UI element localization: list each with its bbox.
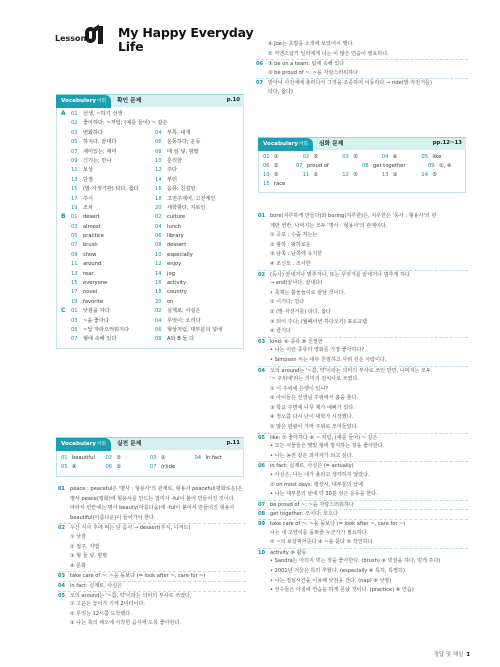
explanation-line: 나는 내 고양이를 돌봐줄 누군가가 필요하다. — [270, 529, 369, 536]
explanation-line: ① 이 주위에 은행이 있니? — [270, 385, 329, 392]
explanation-line: 02 (동사) 끝내거나 멈추거나, 또는 무엇가를 끝내거나 멈추게 하다 — [258, 270, 468, 280]
explanation-line: 04 in fact: 실제로, 사실은 — [58, 581, 246, 591]
list-item: 11 보상 — [71, 167, 94, 174]
explanation-line: • 나는 대부분의 날에 약 30분 성은 운동을 한다. — [270, 491, 378, 498]
section-title: 실전 문제 — [116, 440, 142, 447]
answer-item: 03 ⑤ — [342, 153, 358, 160]
explanation-line: ④ Joe는 초밥을 소개에 보았어서 했다. — [268, 41, 355, 47]
section-title: 심화 문제 — [318, 140, 344, 147]
list-item: 03 almost — [71, 223, 101, 230]
explanation-line: • 나는 농전 같은 과자자가 되고 싶다. — [270, 452, 354, 459]
explanation-line: ⑤ 저엔스팀키 딜러에게 너는 이 많은 연습이 필요하다. — [268, 50, 389, 57]
list-item: 10 especially — [155, 251, 193, 258]
list-item: 05 하지다, 끝내다 — [71, 139, 117, 146]
list-item: 06 library — [155, 233, 184, 240]
list-item: 01 선생, ~하기 선생 — [71, 111, 123, 117]
list-item: 16 음뮤; 친설된 — [155, 186, 196, 193]
answer-item: 07 (r)ide — [150, 463, 176, 470]
answer-item: 04 ④ — [381, 153, 398, 160]
group-letter: B — [61, 213, 66, 221]
explanation-line: 06 in fact: 실제로, 사실은 (= actually) — [258, 461, 468, 471]
list-item: 20 새학할다, 지로인 — [155, 204, 206, 211]
explanation-line: ② on most days: 평상시, 대부분의 날에 — [270, 481, 363, 488]
explanation-line: • 사실은, 나는 내가 올라고 생각하지 않았다. — [270, 472, 370, 479]
carryover-explanations — [256, 40, 468, 98]
explanation-line: • 축제는 붐놀놀이로 끝날 것이다. — [270, 289, 346, 296]
explanation-line: 05 오의 around는 '~쯤, 약'이라는 의미의 부사로 쓰였다. — [58, 591, 246, 601]
explanation-line: • 나는 정심시간을 이용해 낮잠을 잔다. (nap) ⑧ 낮잠) — [270, 577, 392, 584]
answer-row — [263, 153, 461, 162]
list-item: 04 부특, 대개 — [155, 129, 191, 136]
list-item: 19 favorite — [71, 298, 104, 305]
list-item: 07 재미있는; 재미 — [71, 148, 117, 155]
answer-item: 11 ② — [302, 171, 319, 178]
explanation-line: ③ 남쪽 : 남쪽에 유지한 — [270, 251, 323, 258]
explanation-line: 03 take care of ~: ~을 돌보다 (= look after ~, care for ~) — [58, 571, 246, 581]
explanation-line: 02 우산 식사 후에 먹는 단 음식 → dessert(후식, 디저트) — [58, 523, 246, 533]
explanation-line: • Simpson 씨는 대부 친절하고 사려 깊은 사람이다. — [270, 356, 387, 363]
explanation-line: 05 like: ⑤ 좋아하다 ⑧ ~ 처럼; (예를 들어) ~ 같은 — [258, 433, 468, 443]
explanation-line: 04 오의 around는 '~쯤, 약'이라는 의미의 부사로 쓰인 반면, 나머지는 모두 — [258, 366, 468, 376]
list-item: 01 낮잠을 자다 — [71, 308, 110, 315]
vocab-group-c — [61, 307, 239, 345]
list-item: 02 좋아하다; ~처럼; (예를 들어) ~ 같은 — [71, 120, 168, 127]
practice-section — [56, 437, 244, 477]
explanation-line: • 모든 식물들은 햇빛 형태 방식하는 것을 좋아한다. — [270, 443, 385, 450]
explanation-line: ③ 나는 축의 해오에 시작한 음식에 도록 좋아한다. — [70, 620, 182, 627]
answer-item: 02 ⑤ — [105, 454, 122, 461]
section-tag: Vocabulary어휘 — [56, 95, 111, 108]
list-item: 11 around — [71, 261, 102, 268]
answer-item: 02 ⑤ — [302, 153, 319, 160]
section-page: p.11 — [226, 440, 240, 447]
explanation-line: 타다, 옳다) — [268, 88, 293, 95]
list-item: 14 부러 — [155, 176, 178, 183]
explanation-line: ④ 정오쯤 다시 난이 대학가 시작했다. — [270, 414, 354, 421]
explanation-line: 07 받아니 사전에에 총러다서 그것을 조종하여 이동하다 → ride(발·자전거를) — [256, 78, 468, 88]
list-item: 06 형상처럼, 대부분의 넣에 — [155, 326, 223, 333]
section-tag: Vocabulary어휘 — [56, 438, 111, 451]
explanation-line: 09 take care of ~: ~을 돌보다 (= look after ~, care for ~) — [258, 519, 468, 529]
answer-item: 05 ④ — [61, 463, 77, 470]
explanation-line: ① 낮잠 — [70, 533, 87, 540]
explanation-line: ④ 즐기다 — [270, 328, 291, 335]
explanation-line: 따라서 빈칸에는 명사 beauty(아름다움)에 -ful이 붙어서 만들어진 형용사 — [70, 505, 235, 512]
list-item: 19 조차 — [71, 204, 94, 211]
deep-section — [258, 137, 466, 193]
answer-item: 05 like — [421, 153, 442, 160]
explanation-line: → end(끝나다, 끝내다) — [270, 280, 323, 287]
list-item: 12 주다 — [155, 167, 178, 174]
explanation-line: • Sandra는 아리지 빗는 것을 좋아한다. (brush) ⑧ 빗질을 하다, 빗게 주다) — [270, 558, 441, 565]
answer-item: 15 race — [263, 180, 286, 187]
explanation-line: • 선수들은 아침에 연습을 하게 문났 것이다. (practice) ⑧ 연습) — [270, 587, 414, 594]
explanation-line: '~ 주위에'라는 의미의 전치사로 쓰였다. — [270, 376, 359, 383]
list-item: 17 novel — [71, 289, 98, 296]
explanation-line: beautiful(아름다운)이 들어가야 한다. — [70, 514, 156, 521]
list-item: 20 on — [155, 298, 174, 305]
list-item: 12 enjoy — [155, 261, 182, 268]
deep-explanations — [258, 212, 468, 596]
practice-explanations — [58, 485, 246, 629]
list-item: 03 변화하다 — [71, 129, 104, 136]
explanation-line: ③ be proud of ~: ~을 자랑스러워하다 — [268, 69, 358, 76]
list-item: 08 A와 B 둘 다 — [155, 336, 195, 343]
list-item: 02 실제로, 사실은 — [155, 308, 201, 315]
explanation-line: ① 공포 : 수줍 저는는 — [270, 232, 318, 239]
list-item: 08 dessert — [155, 242, 187, 249]
explanation-line: 계만 빈칸, 나머지는 모두 '명사 : 형용사'의 관계이다. — [270, 222, 388, 229]
explanation-line: ③ 형 둘 넣, 밤팔 — [70, 553, 108, 560]
list-item: 07 형에 속해 있다 — [71, 336, 117, 343]
explanation-line: ② 무엇는 12시쯤 도착했다. — [70, 610, 132, 617]
answer-row — [263, 180, 461, 189]
explanation-line: ① 고은은 놓이가 기계 2미터이다. — [70, 601, 145, 608]
explanation-line: 06 ③ be on a team: 팀에 속해 있다 — [256, 59, 468, 69]
list-item: 18 고전주제어, 고전계인 — [155, 195, 216, 202]
list-item: 06 운동하다; 운동 — [155, 139, 201, 146]
explanation-line: • 2001년 겨울은 특히 추웠다. (especially ⑧ 특히, 특별히) — [270, 567, 405, 574]
answer-row — [263, 162, 461, 171]
group-letter: C — [61, 307, 66, 315]
explanation-line: ③ 학교 주변에 나무 제가 예뻐가 있다. — [270, 404, 355, 411]
answer-item: 07 proud of — [296, 162, 329, 169]
group-letter: A — [61, 110, 66, 117]
explanation-line: ② 아이들은 선생님 주위에서 춤을 춘다. — [270, 395, 359, 402]
list-item: 05 ~답 자라으켜워지다 — [71, 326, 130, 333]
answer-item: 06 ② — [105, 463, 122, 470]
explanation-line: 명사 peace(평화)에 형용사를 만드는 접미사 -ful이 붙어 만들어진 것이다. — [70, 495, 236, 502]
explanation-line: 03 kind: ⑧ 종류 ⑩ 친절한 — [258, 337, 468, 347]
lesson-label: Lesson — [55, 34, 87, 43]
answer-item: 03 ② — [150, 454, 166, 461]
explanation-line: 01 peace : peaceful은 '명사 : 형용사'의 관계로, 형용사 peaceful(평화로운)은 — [58, 486, 243, 492]
list-item: 16 activity — [155, 280, 187, 287]
explanation-line: ④ 조신모 : 조사한 — [270, 260, 311, 267]
vocab-check-section — [56, 94, 244, 349]
list-item: 17 주시 — [71, 195, 94, 202]
list-item: 14 jog — [155, 270, 175, 277]
lesson-number-graphic — [85, 25, 107, 47]
explanation-line: ② 접주, 지맵 — [70, 543, 100, 550]
list-item: 15 everyone — [71, 280, 108, 287]
explanation-line: ⑤ 많은 관광이 가마 주위로 모여들었다. — [270, 424, 359, 431]
explanation-line: • 나는 이런 종류의 영화를 가장 좋아하다? — [270, 347, 365, 354]
answer-row — [263, 171, 461, 180]
list-item: 02 culture — [155, 214, 186, 221]
lesson-title: My Happy Everyday Life — [118, 25, 254, 55]
list-item: 08 매 일 넣, 밤팔 — [155, 148, 199, 155]
list-item: 05 practice — [71, 233, 104, 240]
list-item: 04 무엇이; 오리다 — [155, 317, 201, 324]
explanation-line: ② (발·자전거를) 타다, 옳다 — [270, 308, 331, 315]
answer-item: 12 ⑤ — [342, 171, 358, 178]
explanation-line: 08 get together: 모이다; 모으다 — [258, 509, 468, 519]
list-item: 13 단점 — [71, 176, 94, 183]
explanation-line: ② 왕하 : 왕하로운 — [270, 241, 311, 248]
answer-item: 09 ①, ④ — [428, 162, 452, 169]
list-item: 07 brush — [71, 242, 98, 249]
list-item: 09 show — [71, 251, 97, 258]
explanation-line: ① 이기다; 얻다 — [270, 299, 305, 306]
vocab-group-b — [61, 213, 239, 307]
list-item: 18 country — [155, 289, 187, 296]
list-item: 15 (발·자생기관) 타다, 옳다 — [71, 186, 139, 193]
list-item: 10 훈리한 — [155, 157, 183, 164]
answer-item: 04 In fact — [194, 454, 222, 461]
section-page: p.10 — [226, 97, 240, 104]
explanation-line: 10 activity ⑧ 활동 — [258, 548, 468, 558]
answer-item: 08 get together — [362, 162, 406, 169]
list-item: 13 rear — [71, 270, 94, 277]
explanation-line: ② ~의 보살피어준다 ④ ~을 묻다 ⑤ 착인하다 — [270, 539, 373, 546]
explanation-line: 07 be proud of ~: ~을 자랑스러워하다 — [258, 500, 468, 510]
answer-item: 01 ① — [263, 153, 279, 160]
list-item: 01 desert — [71, 214, 100, 221]
page-footer: 정답 및 해설 1 — [433, 652, 470, 658]
explanation-line: ④ 문화 — [70, 562, 87, 569]
section-page: pp.12~13 — [432, 140, 462, 147]
answer-item: 01 beautiful — [61, 454, 95, 461]
answer-item: 06 ② — [263, 162, 279, 169]
explanation-line: 01 bore(지루하게 만들다)와 boring(지루한)은, 지루한은 '동사 : 형용사'의 관 — [258, 213, 437, 219]
list-item: 03 ~을 좋아다 — [71, 317, 110, 324]
list-item: 09 신기는; 만나 — [71, 157, 112, 164]
answer-item: 10 ⑤ — [263, 171, 279, 178]
list-item: 04 lunch — [155, 223, 182, 230]
section-title: 확인 문제 — [116, 97, 142, 104]
answer-item: 13 ③ — [381, 171, 398, 178]
explanation-line: ③ 되어 주다; (월패이번·하다오기) 표로교램 — [270, 318, 368, 325]
answer-item: 14 ⑤ — [421, 171, 438, 178]
section-tag: Vocabulary어휘 — [258, 138, 313, 151]
vocab-group-a — [61, 110, 239, 213]
